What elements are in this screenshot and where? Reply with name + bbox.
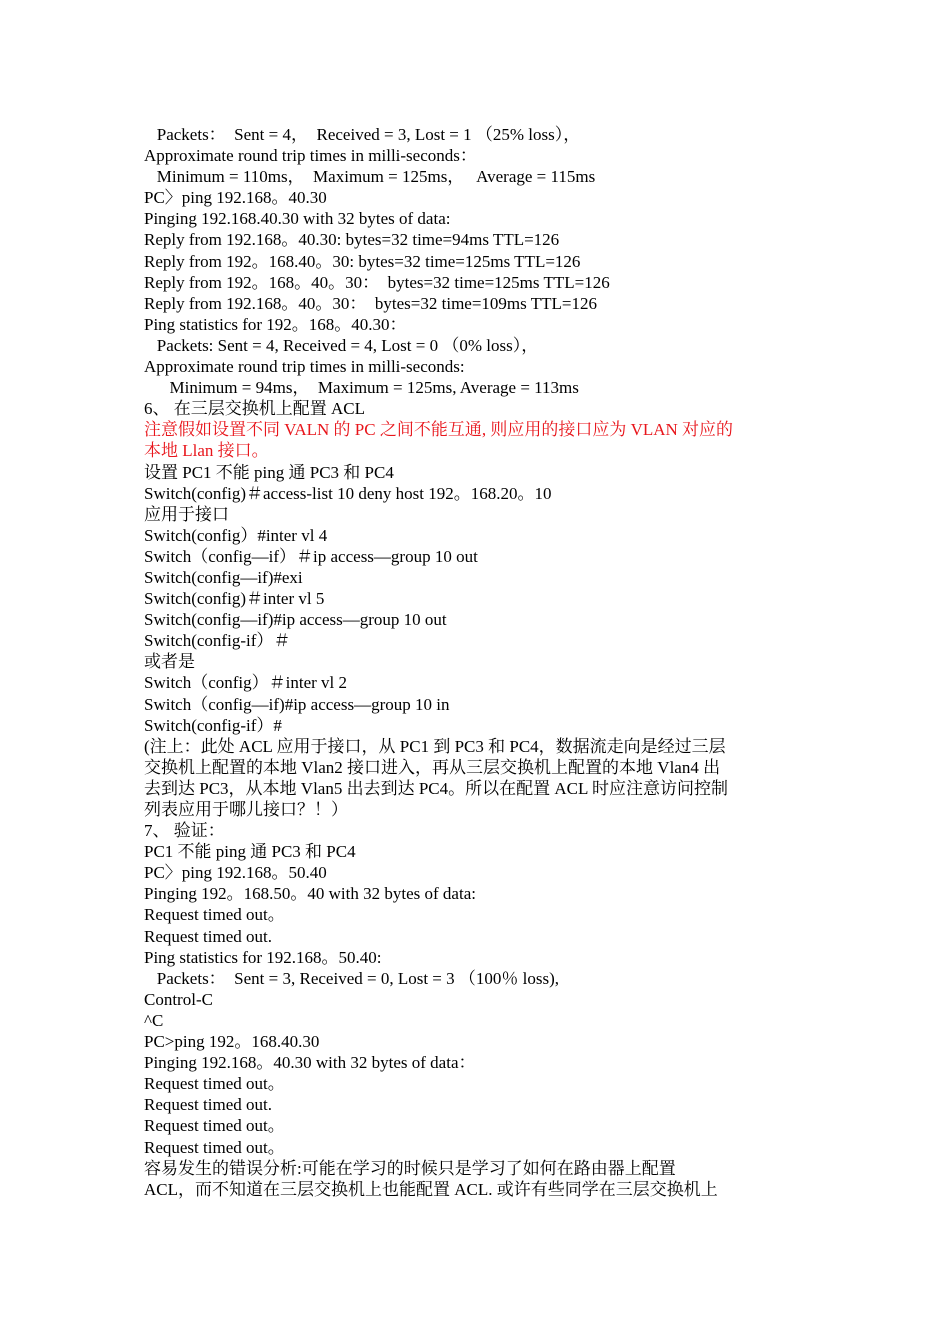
document-line: 7、 验证： [144,821,225,841]
document-line: Switch（config）＃inter vl 2 [144,673,348,693]
document-line: Pinging 192.168.40.30 with 32 bytes of data: [144,209,451,229]
document-line: 去到达 PC3，从本地 Vlan5 出去到达 PC4。所以在配置 ACL 时应注意访问控制 [144,778,729,798]
document-line: Reply from 192.168。40。30： bytes=32 time=109ms TTL=126 [144,293,597,313]
document-line: ^C [144,1010,164,1030]
document-line: Pinging 192。168.50。40 with 32 bytes of data: [144,884,476,904]
document-line: Ping statistics for 192。168。40.30： [144,314,407,334]
document-line: Request timed out。 [144,905,285,925]
document-line: Approximate round trip times in milli-seconds: [144,357,465,377]
document-line: Switch(config-if）＃ [144,631,291,651]
document-line: Request timed out。 [144,1137,285,1157]
document-line: Switch(config-if）# [144,715,282,735]
document-line: 本地 Llan 接口。 [144,441,269,461]
document-line: Reply from 192。168.40。30: bytes=32 time=125ms TTL=126 [144,251,581,271]
document-line: Minimum = 110ms， Maximum = 125ms， Average = 115ms [144,167,596,187]
document-line: Packets： Sent = 4， Received = 3, Lost = 1 （25% loss）， [144,125,581,144]
document-line: 列表应用于哪儿接口？！） [144,800,348,819]
document-line: PC1 不能 ping 通 PC3 和 PC4 [144,842,356,862]
document-line: 6、 在三层交换机上配置 ACL [144,399,365,419]
document-line: Switch(config)＃inter vl 5 [144,589,325,609]
document-line: Switch(config—if)#exi [144,567,303,587]
document-line: Request timed out。 [144,1074,285,1094]
document-line: Packets: Sent = 4, Received = 4, Lost = 0 （0% loss）， [144,335,539,355]
document-line: ACL，而不知道在三层交换机上也能配置 ACL. 或许有些同学在三层交换机上 [144,1179,718,1199]
document-line: 容易发生的错误分析:可能在学习的时候只是学习了如何在路由器上配置 [144,1158,676,1178]
document-line: 应用于接口 [144,504,229,524]
document-line: 设置 PC1 不能 ping 通 PC3 和 PC4 [144,462,394,482]
document-line: PC〉ping 192.168。40.30 [144,188,327,208]
document-line: PC〉ping 192.168。50.40 [144,863,327,883]
document-line: Switch(config—if)#ip access—group 10 out [144,610,447,630]
document-line: Pinging 192.168。40.30 with 32 bytes of data： [144,1053,476,1073]
document-line: 或者是 [144,652,195,672]
document-line: Approximate round trip times in milli-seconds： [144,146,477,166]
document-line: Switch(config)＃access-list 10 deny host 192。168.20。10 [144,483,552,503]
document-line: Ping statistics for 192.168。50.40: [144,947,382,967]
document-line: Request timed out。 [144,1116,285,1136]
document-line: Switch（config—if）＃ip access—group 10 out [144,546,478,566]
document-line: Request timed out. [144,1095,272,1115]
document-line: Minimum = 94ms， Maximum = 125ms, Average = 113ms [144,378,579,398]
document-line: (注上：此处 ACL 应用于接口，从 PC1 到 PC3 和 PC4，数据流走向是经过三层 [144,736,726,756]
document-line: 注意假如设置不同 VALN 的 PC 之间不能互通, 则应用的接口应为 VLAN 对应的 [144,420,734,440]
document-line: Switch（config—if)#ip access—group 10 in [144,694,450,714]
document-line: Reply from 192。168。40。30： bytes=32 time=125ms TTL=126 [144,272,610,292]
document-line: Switch(config）#inter vl 4 [144,525,328,545]
document-line: Request timed out. [144,926,272,946]
document-line: Packets： Sent = 3, Received = 0, Lost = 3 （100％ loss), [144,968,559,988]
document-line: Control-C [144,989,213,1009]
document-line: Reply from 192.168。40.30: bytes=32 time=94ms TTL=126 [144,230,560,250]
document-page [144,124,824,1200]
document-line: 交换机上配置的本地 Vlan2 接口进入，再从三层交换机上配置的本地 Vlan4 出 [144,757,721,777]
document-line: PC>ping 192。168.40.30 [144,1032,320,1052]
